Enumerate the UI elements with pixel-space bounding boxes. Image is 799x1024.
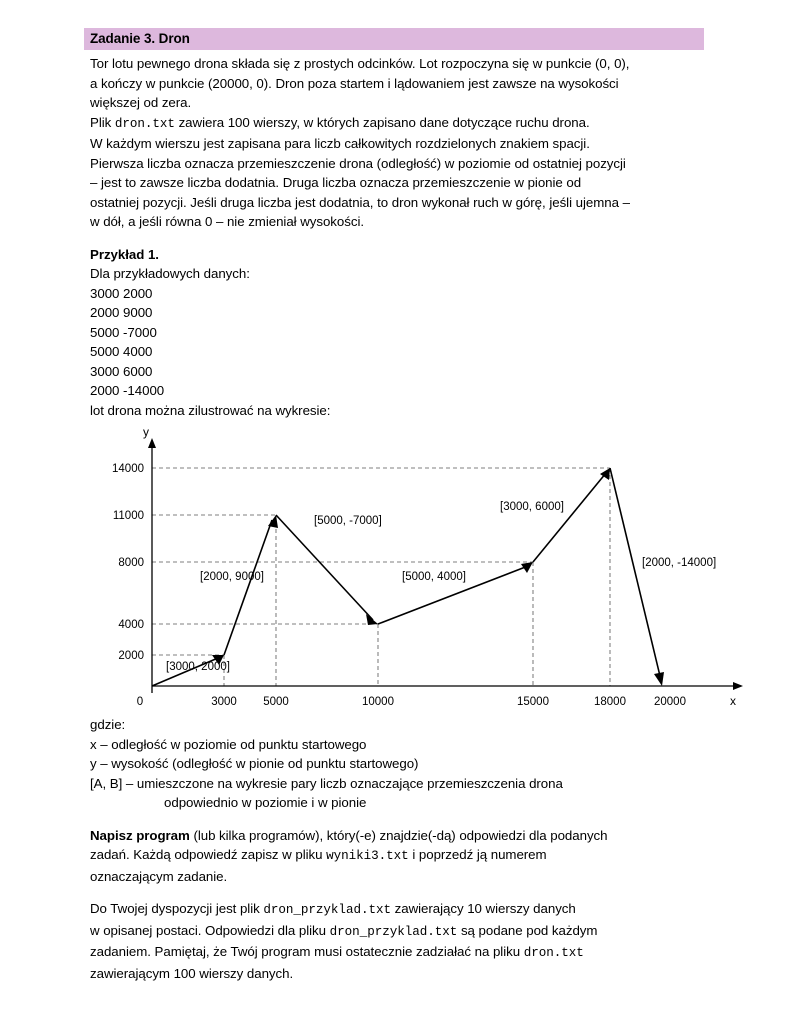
example-caption: lot drona można zilustrować na wykresie:: [90, 402, 331, 418]
files-text-2a: w opisanej postaci. Odpowiedzi dla pliku: [90, 922, 330, 938]
intro-text-4a: Plik: [90, 114, 115, 130]
files-text-1a: Do Twojej dyspozycji jest plik: [90, 901, 264, 916]
legend-gdzie: gdzie:: [90, 717, 126, 732]
y-tick-label: 4000: [118, 619, 144, 631]
task-line-2: [90, 845, 743, 867]
task-text-2a: zadań. Każdą odpowiedź zapisz w pliku: [90, 847, 327, 862]
intro-text-4b: zawiera 100 wierszy, w których zapisano dane dotyczące ruchu drona.: [174, 114, 590, 130]
filename-wyniki3-txt: wyniki3.txt: [326, 849, 409, 863]
legend-x: x – odległość w poziomie od punktu startowego: [90, 736, 367, 752]
x-tick-label: 3000: [211, 696, 237, 708]
intro-line-5: W każdym wierszu jest zapisana para liczb całkowitych rozdzielonych znakiem spacji.: [90, 136, 590, 151]
x-tick-label: 0: [136, 696, 144, 708]
task-line-1: [90, 826, 743, 846]
intro-line-7: – jest to zawsze liczba dodatnia. Druga liczba oznacza przemieszczenie w pionie od: [90, 175, 582, 190]
intro-line-1: [90, 54, 743, 74]
y-axis-label: y: [143, 428, 149, 439]
intro-line-3: większej od zera.: [90, 95, 192, 110]
files-line-4: zawierającym 100 wierszy danych.: [90, 965, 294, 981]
x-tick-label: 18000: [594, 696, 626, 708]
intro-line-4: [90, 113, 743, 135]
x-tick-label: 5000: [263, 696, 289, 708]
y-tick-label: 8000: [118, 557, 144, 569]
example-title: Przykład 1.: [90, 246, 159, 262]
chart-annotation: [3000, 6000]: [500, 501, 564, 513]
page-title: Zadanie 3. Dron: [84, 28, 704, 50]
example-data-row: 5000 -7000: [90, 324, 157, 340]
example-data-row: 2000 9000: [90, 305, 153, 320]
drone-flight-chart: [90, 428, 750, 713]
chart-annotation: [3000, 2000]: [166, 661, 230, 673]
legend-ab-1: [A, B] – umieszczone na wykresie pary liczb oznaczające przemieszczenia drona: [90, 775, 563, 791]
legend-ab-2: odpowiednio w poziomie i w pionie: [164, 795, 367, 810]
chart-annotation: [5000, 4000]: [402, 571, 466, 583]
task-bold-text: Napisz program: [90, 827, 190, 843]
chart-annotation: [2000, 9000]: [200, 571, 264, 583]
chart-annotation: [5000, -7000]: [314, 515, 382, 527]
x-tick-label: 20000: [654, 696, 686, 708]
files-line-3: [90, 942, 743, 964]
files-text-2b: są podane pod każdym: [457, 922, 598, 938]
chart-annotation: [2000, -14000]: [642, 557, 717, 569]
task-text-1: (lub kilka programów), który(-e) znajdzie(-dą) odpowiedzi dla podanych: [189, 827, 608, 843]
files-text-3a: zadaniem. Pamiętaj, że Twój program musi ostatecznie zadziałać na pliku: [90, 944, 524, 959]
y-tick-label: 2000: [118, 650, 144, 662]
filename-dron-txt: dron.txt: [114, 116, 175, 131]
x-axis-label: x: [730, 694, 736, 708]
files-text-1b: zawierający 10 wierszy danych: [391, 901, 576, 916]
task-text-2b: i poprzedź ją numerem: [408, 847, 547, 862]
example-subtitle: Dla przykładowych danych:: [90, 266, 250, 281]
intro-line-9: w dół, a jeśli równa 0 – nie zmieniał wysokości.: [90, 214, 364, 229]
y-tick-label: 11000: [112, 510, 144, 522]
filename-dron-przyklad-txt: dron_przyklad.txt: [329, 924, 458, 939]
y-tick-label: 14000: [112, 463, 144, 475]
example-data-row: 3000 2000: [90, 285, 153, 301]
example-data-row: 2000 -14000: [90, 383, 165, 398]
filename-dron-txt: dron.txt: [523, 946, 584, 960]
intro-line-6: Pierwsza liczba oznacza przemieszczenie drona (odległość) w poziomie od ostatniej pozycji: [90, 155, 626, 171]
files-line-1: [90, 899, 743, 921]
x-tick-label: 15000: [517, 696, 549, 708]
files-line-2: [90, 921, 743, 943]
example-data-row: 5000 4000: [90, 344, 153, 359]
example-data-row: 3000 6000: [90, 363, 153, 379]
legend-y: y – wysokość (odległość w pionie od punktu startowego): [90, 756, 419, 771]
task-line-3: oznaczającym zadanie.: [90, 868, 228, 884]
filename-dron-przyklad-txt: dron_przyklad.txt: [263, 903, 391, 917]
intro-line-2: a kończy w punkcie (20000, 0). Dron poza startem i lądowaniem jest zawsze na wysokości: [90, 75, 619, 91]
intro-line-8: ostatniej pozycji. Jeśli druga liczba jest dodatnia, to dron wykonał ruch w górę, jeśli ujemna –: [90, 194, 630, 210]
chart-svg: [90, 428, 750, 713]
x-tick-label: 10000: [362, 696, 394, 708]
intro-text-1: Tor lotu pewnego drona składa się z prostych odcinków. Lot rozpoczyna się w punkcie (0, 0),: [90, 56, 630, 71]
